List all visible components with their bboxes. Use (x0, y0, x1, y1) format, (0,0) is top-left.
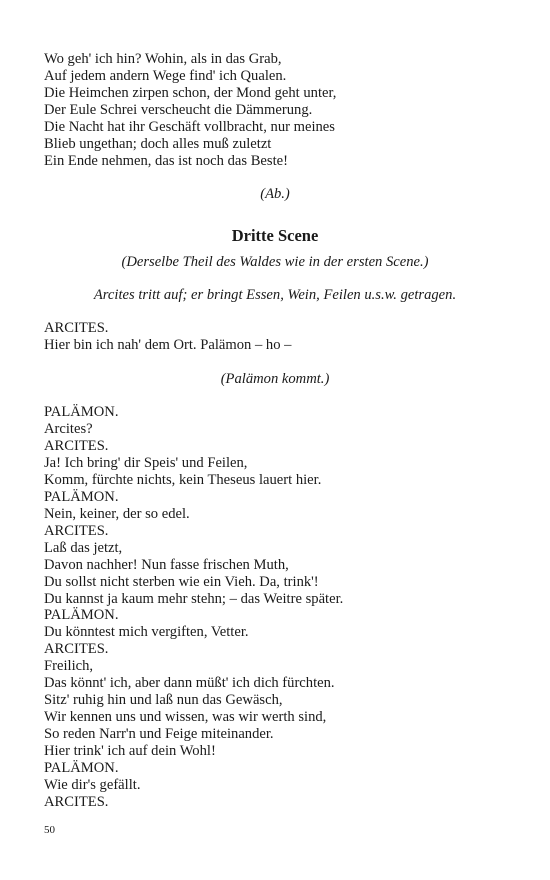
dialogue-line: Sitz' ruhig hin und laß nun das Gewäsch, (44, 692, 283, 708)
dialogue-line: Arcites? (44, 421, 93, 437)
verse-line: Der Eule Schrei verscheucht die Dämmerung. (44, 102, 313, 118)
dialogue-line: Ja! Ich bring' dir Speis' und Feilen, (44, 455, 248, 471)
page-number: 50 (44, 824, 55, 836)
dialogue-line: Wir kennen uns und wissen, was wir werth sind, (44, 709, 327, 725)
speaker-name: ARCITES. (44, 438, 109, 454)
dialogue-line: Freilich, (44, 658, 94, 674)
speaker-name: ARCITES. (44, 320, 109, 336)
verse-line: Die Nacht hat ihr Geschäft vollbracht, nur meines (44, 119, 335, 135)
dialogue-line: Hier trink' ich auf dein Wohl! (44, 743, 216, 759)
dialogue-line: Du könntest mich vergiften, Vetter. (44, 624, 249, 640)
speaker-name: ARCITES. (44, 641, 109, 657)
dialogue-line: Das könnt' ich, aber dann müßt' ich dich fürchten. (44, 675, 335, 691)
scene-setting: (Derselbe Theil des Waldes wie in der ersten Scene.) (121, 254, 429, 270)
verse-line: Die Heimchen zirpen schon, der Mond geht unter, (44, 85, 337, 101)
speaker-name: PALÄMON. (44, 760, 119, 776)
dialogue-line: Davon nachher! Nun fasse frischen Muth, (44, 557, 289, 573)
verse-line: Wo geh' ich hin? Wohin, als in das Grab, (44, 51, 282, 67)
speaker-name: PALÄMON. (44, 404, 119, 420)
speaker-name: ARCITES. (44, 523, 109, 539)
dialogue-line: So reden Narr'n und Feige miteinander. (44, 726, 274, 742)
stage-direction-entrance: Arcites tritt auf; er bringt Essen, Wein, Feilen u.s.w. getragen. (93, 287, 457, 303)
dialogue-line: Laß das jetzt, (44, 540, 123, 556)
dialogue-line: Hier bin ich nah' dem Ort. Palämon – ho – (44, 337, 292, 353)
stage-direction-palamon-enters: (Palämon kommt.) (220, 371, 330, 387)
stage-direction-exit: (Ab.) (260, 186, 290, 202)
dialogue-line: Du kannst ja kaum mehr stehn; – das Weitre später. (44, 591, 344, 607)
speaker-name: PALÄMON. (44, 489, 119, 505)
speaker-name: PALÄMON. (44, 607, 119, 623)
dialogue-line: Wie dir's gefällt. (44, 777, 141, 793)
verse-line: Blieb ungethan; doch alles muß zuletzt (44, 136, 272, 152)
dialogue-line: Du sollst nicht sterben wie ein Vieh. Da, trink'! (44, 574, 319, 590)
speaker-name: ARCITES. (44, 794, 109, 810)
scene-heading: Dritte Scene (231, 226, 319, 245)
dialogue-line: Komm, fürchte nichts, kein Theseus lauert hier. (44, 472, 322, 488)
dialogue-line: Nein, keiner, der so edel. (44, 506, 190, 522)
verse-line: Ein Ende nehmen, das ist noch das Beste! (44, 153, 288, 169)
verse-line: Auf jedem andern Wege find' ich Qualen. (44, 68, 287, 84)
